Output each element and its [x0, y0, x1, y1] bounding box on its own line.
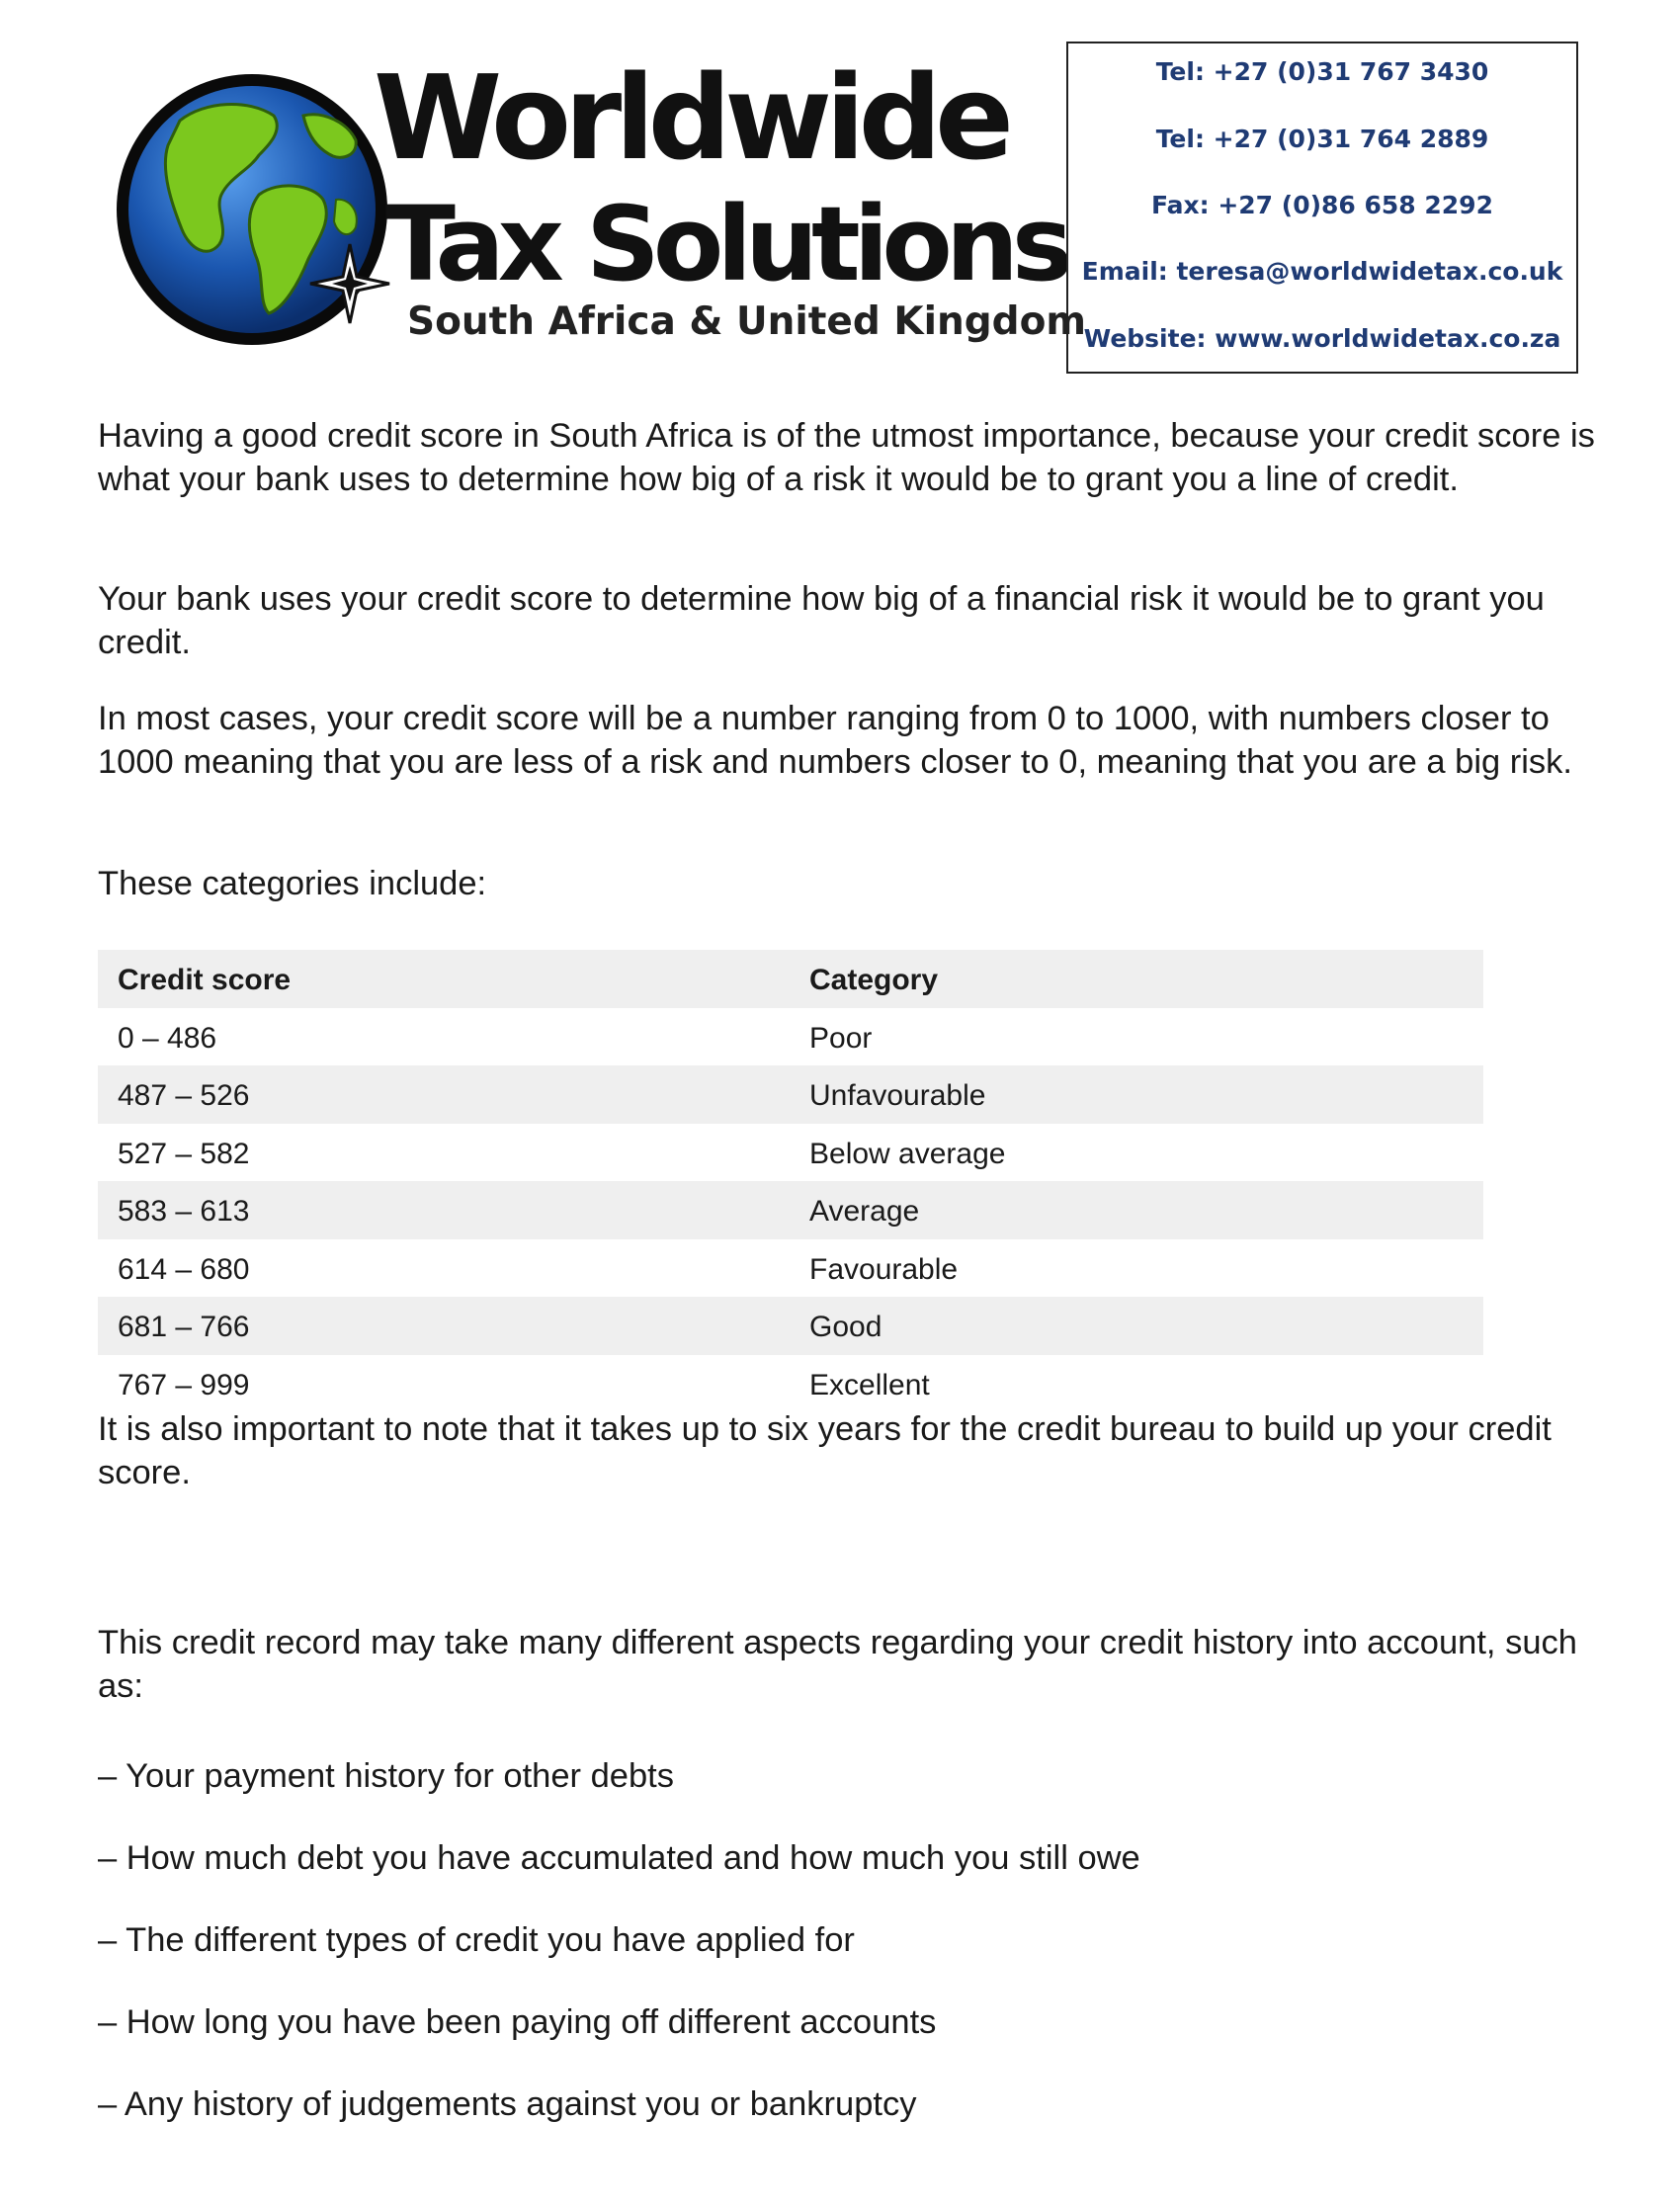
credit-score-table: [98, 950, 1483, 1412]
cell-category: Good: [809, 1311, 882, 1343]
cell-score: 527 – 582: [118, 1137, 250, 1170]
cell-category: Poor: [809, 1021, 873, 1055]
table-row: [98, 1065, 1483, 1124]
brand-name-line1: Worldwide: [374, 49, 1008, 186]
contact-email[interactable]: Email: teresa@worldwidetax.co.uk: [1081, 257, 1563, 286]
cell-score: 767 – 999: [118, 1368, 250, 1401]
table-row: [98, 1355, 1483, 1413]
table-row: [98, 1239, 1483, 1298]
list-item: – Your payment history for other debts: [98, 1757, 675, 1795]
contact-tel-1: Tel: +27 (0)31 767 3430: [1155, 57, 1489, 86]
cell-score: 0 – 486: [118, 1021, 217, 1055]
paragraph-bank-risk: Your bank uses your credit score to determine how big of a financial risk it would be to grant you credit.: [98, 580, 1545, 661]
cell-category: Favourable: [809, 1252, 959, 1286]
paragraph-aspects-intro: This credit record may take many different aspects regarding your credit history into account, such as:: [98, 1624, 1577, 1705]
contact-box: [1066, 42, 1578, 374]
contact-website[interactable]: Website: www.worldwidetax.co.za: [1083, 324, 1561, 353]
table-row: [98, 1124, 1483, 1182]
cell-category: Average: [809, 1195, 920, 1228]
table-header-row: [98, 950, 1483, 1008]
cell-score: 681 – 766: [118, 1311, 250, 1343]
contact-tel-2: Tel: +27 (0)31 764 2889: [1155, 125, 1489, 153]
column-header-category: Category: [809, 964, 939, 996]
table-row: [98, 1181, 1483, 1239]
table-row: [98, 1008, 1483, 1066]
paragraph-categories-intro: These categories include:: [98, 865, 487, 902]
paragraph-six-years: It is also important to note that it takes up to six years for the credit bureau to build up your credit score.: [98, 1410, 1552, 1491]
list-item: – Any history of judgements against you or bankruptcy: [98, 2085, 917, 2123]
brand-name-line2: Tax Solutions: [385, 184, 1066, 304]
cell-category: Excellent: [809, 1368, 930, 1401]
cell-score: 487 – 526: [118, 1079, 250, 1112]
table-row: [98, 1297, 1483, 1355]
contact-fax: Fax: +27 (0)86 658 2292: [1151, 191, 1493, 219]
cell-score: 583 – 613: [118, 1195, 250, 1228]
brand-tagline: South Africa & United Kingdom: [407, 299, 1086, 344]
paragraph-intro: Having a good credit score in South Africa is of the utmost importance, because your credit score is what your bank uses to determine how big of a risk it would be to grant you a line of credit.: [98, 417, 1595, 498]
list-item: – How much debt you have accumulated and how much you still owe: [98, 1839, 1140, 1877]
cell-category: Below average: [809, 1137, 1006, 1170]
column-header-credit-score: Credit score: [118, 964, 292, 996]
list-item: – The different types of credit you have applied for: [98, 1921, 855, 1959]
list-item: – How long you have been paying off different accounts: [98, 2003, 937, 2041]
cell-category: Unfavourable: [809, 1079, 986, 1112]
cell-score: 614 – 680: [118, 1252, 250, 1286]
paragraph-score-range: In most cases, your credit score will be a number ranging from 0 to 1000, with numbers closer to 1000 meaning that you are less of a risk and numbers closer to 0, meaning that you are a big risk.: [98, 700, 1572, 781]
